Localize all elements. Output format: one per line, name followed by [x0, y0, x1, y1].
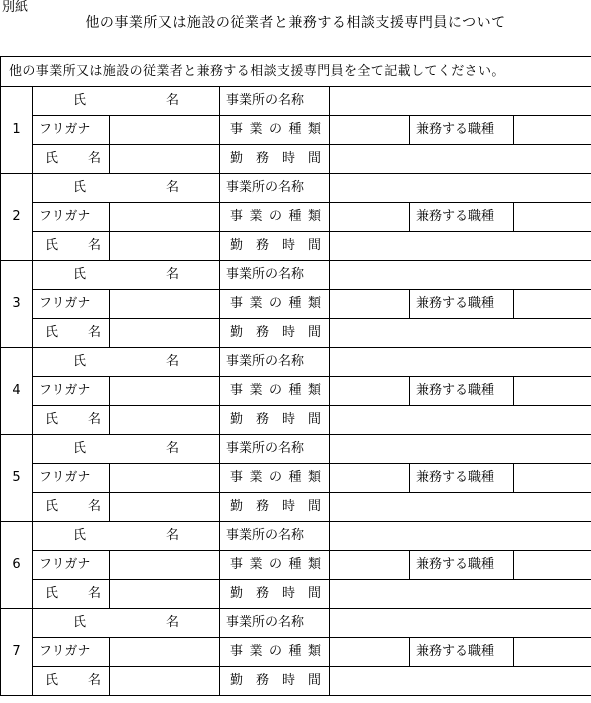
work-hours-char: 勤: [230, 325, 244, 340]
work-hours-char: 勤: [230, 412, 244, 427]
work-hours-char: 時: [281, 499, 295, 514]
name-label-a: 氏: [73, 93, 87, 108]
furigana-label: フリガナ: [33, 638, 110, 667]
work-hours-label: [220, 667, 330, 696]
name-label-a: 氏: [73, 615, 87, 630]
business-type-field[interactable]: [330, 551, 410, 580]
biz-type-char: の: [268, 644, 282, 659]
name-label-a: 氏: [45, 325, 59, 340]
entry-number: 4: [1, 348, 33, 435]
name-header: [33, 261, 220, 290]
fullname-field[interactable]: [110, 493, 220, 522]
concurrent-job-label: 兼務する職種: [410, 290, 514, 319]
concurrent-job-field[interactable]: [514, 116, 591, 145]
work-hours-char: 勤: [230, 238, 244, 253]
biz-type-char: の: [268, 122, 282, 137]
name-label-a: 氏: [45, 412, 59, 427]
entry-row-fullname: [1, 406, 591, 435]
entry-row-name: [1, 174, 591, 203]
name-header: [33, 87, 220, 116]
biz-type-char: 類: [307, 557, 321, 572]
biz-type-char: 事: [230, 557, 244, 572]
office-name-label: 事業所の名称: [220, 261, 330, 290]
biz-type-char: 類: [307, 209, 321, 224]
office-name-field[interactable]: [330, 522, 591, 551]
entry-number: 7: [1, 609, 33, 696]
furigana-label: フリガナ: [33, 290, 110, 319]
biz-type-char: 業: [249, 470, 263, 485]
concurrent-job-field[interactable]: [514, 203, 591, 232]
work-hours-char: 務: [255, 151, 269, 166]
work-hours-char: 時: [281, 412, 295, 427]
name-label-a: 氏: [45, 151, 59, 166]
biz-type-char: 事: [230, 644, 244, 659]
fullname-field[interactable]: [110, 319, 220, 348]
biz-type-char: の: [268, 470, 282, 485]
furigana-label: フリガナ: [33, 551, 110, 580]
name-label-b: 名: [165, 615, 179, 630]
work-hours-label: [220, 493, 330, 522]
work-hours-char: 勤: [230, 673, 244, 688]
entry-row-furigana: [1, 203, 591, 232]
work-hours-char: 間: [307, 325, 321, 340]
entry-row-furigana: [1, 290, 591, 319]
fullname-label: [33, 667, 110, 696]
name-label-a: 氏: [73, 528, 87, 543]
biz-type-char: 事: [230, 296, 244, 311]
appendix-label: 別紙: [2, 0, 29, 15]
entry-number: 6: [1, 522, 33, 609]
fullname-field[interactable]: [110, 580, 220, 609]
fullname-label: [33, 319, 110, 348]
biz-type-char: の: [268, 383, 282, 398]
furigana-label: フリガナ: [33, 377, 110, 406]
biz-type-char: 種: [288, 209, 302, 224]
name-label-b: 名: [165, 267, 179, 282]
business-type-label: [220, 638, 330, 667]
work-hours-char: 間: [307, 586, 321, 601]
name-label-a: 氏: [73, 441, 87, 456]
biz-type-char: 事: [230, 122, 244, 137]
entry-row-name: [1, 609, 591, 638]
business-type-label: [220, 551, 330, 580]
name-label-b: 名: [165, 180, 179, 195]
office-name-field[interactable]: [330, 435, 591, 464]
entry-number: 2: [1, 174, 33, 261]
biz-type-char: の: [268, 296, 282, 311]
work-hours-label: [220, 319, 330, 348]
fullname-label: [33, 145, 110, 174]
name-header: [33, 435, 220, 464]
name-label-a: 氏: [73, 354, 87, 369]
business-type-field[interactable]: [330, 638, 410, 667]
concurrent-job-field[interactable]: [514, 551, 591, 580]
concurrent-job-label: 兼務する職種: [410, 464, 514, 493]
entry-row-furigana: [1, 377, 591, 406]
work-hours-label: [220, 232, 330, 261]
name-label-a: 氏: [45, 499, 59, 514]
work-hours-char: 間: [307, 238, 321, 253]
entry-row-fullname: [1, 667, 591, 696]
business-type-label: [220, 203, 330, 232]
biz-type-char: 類: [307, 470, 321, 485]
furigana-field[interactable]: [110, 638, 220, 667]
name-label-b: 名: [87, 673, 101, 688]
name-label-b: 名: [165, 93, 179, 108]
entry-row-name: [1, 87, 591, 116]
name-label-b: 名: [87, 151, 101, 166]
work-hours-label: [220, 406, 330, 435]
biz-type-char: 業: [249, 557, 263, 572]
work-hours-char: 務: [255, 325, 269, 340]
office-name-field[interactable]: [330, 261, 591, 290]
work-hours-char: 務: [255, 238, 269, 253]
concurrent-job-label: 兼務する職種: [410, 377, 514, 406]
furigana-label: フリガナ: [33, 203, 110, 232]
office-name-label: 事業所の名称: [220, 174, 330, 203]
business-type-label: [220, 290, 330, 319]
office-name-label: 事業所の名称: [220, 435, 330, 464]
biz-type-char: 業: [249, 644, 263, 659]
entry-row-name: [1, 522, 591, 551]
concurrent-job-field[interactable]: [514, 638, 591, 667]
fullname-field[interactable]: [110, 232, 220, 261]
work-hours-char: 間: [307, 151, 321, 166]
entry-row-furigana: [1, 638, 591, 667]
work-hours-field[interactable]: [330, 406, 591, 435]
name-label-b: 名: [87, 325, 101, 340]
entry-row-fullname: [1, 493, 591, 522]
concurrent-job-label: 兼務する職種: [410, 116, 514, 145]
work-hours-char: 時: [281, 325, 295, 340]
biz-type-char: の: [268, 209, 282, 224]
furigana-field[interactable]: [110, 377, 220, 406]
entry-row-furigana: [1, 116, 591, 145]
concurrent-job-field[interactable]: [514, 464, 591, 493]
concurrent-job-field[interactable]: [514, 290, 591, 319]
work-hours-char: 務: [255, 499, 269, 514]
office-name-label: 事業所の名称: [220, 87, 330, 116]
name-label-b: 名: [87, 499, 101, 514]
work-hours-field[interactable]: [330, 145, 591, 174]
business-type-field[interactable]: [330, 377, 410, 406]
office-name-label: 事業所の名称: [220, 348, 330, 377]
work-hours-field[interactable]: [330, 319, 591, 348]
biz-type-char: 種: [288, 383, 302, 398]
entry-number: 5: [1, 435, 33, 522]
name-header: [33, 522, 220, 551]
furigana-field[interactable]: [110, 551, 220, 580]
work-hours-char: 時: [281, 673, 295, 688]
work-hours-char: 勤: [230, 499, 244, 514]
entry-row-furigana: [1, 551, 591, 580]
biz-type-char: 業: [249, 383, 263, 398]
work-hours-char: 勤: [230, 151, 244, 166]
business-type-label: [220, 116, 330, 145]
name-label-a: 氏: [73, 267, 87, 282]
name-label-b: 名: [87, 586, 101, 601]
name-label-a: 氏: [45, 238, 59, 253]
entry-row-fullname: [1, 580, 591, 609]
work-hours-char: 時: [281, 151, 295, 166]
name-label-a: 氏: [45, 586, 59, 601]
furigana-field[interactable]: [110, 203, 220, 232]
business-type-label: [220, 464, 330, 493]
name-label-b: 名: [165, 528, 179, 543]
entry-row-fullname: [1, 145, 591, 174]
entry-number: 3: [1, 261, 33, 348]
entry-row-fullname: [1, 232, 591, 261]
biz-type-char: 事: [230, 209, 244, 224]
furigana-field[interactable]: [110, 116, 220, 145]
work-hours-char: 間: [307, 412, 321, 427]
work-hours-char: 務: [255, 586, 269, 601]
work-hours-char: 務: [255, 412, 269, 427]
concurrent-job-label: 兼務する職種: [410, 638, 514, 667]
fullname-label: [33, 406, 110, 435]
biz-type-char: 種: [288, 296, 302, 311]
biz-type-char: 業: [249, 209, 263, 224]
fullname-label: [33, 232, 110, 261]
work-hours-char: 時: [281, 238, 295, 253]
entry-row-name: [1, 348, 591, 377]
office-name-label: 事業所の名称: [220, 522, 330, 551]
biz-type-char: 類: [307, 644, 321, 659]
biz-type-char: 業: [249, 296, 263, 311]
biz-type-char: 種: [288, 470, 302, 485]
name-header: [33, 174, 220, 203]
work-hours-char: 勤: [230, 586, 244, 601]
concurrent-job-label: 兼務する職種: [410, 551, 514, 580]
fullname-field[interactable]: [110, 667, 220, 696]
business-type-label: [220, 377, 330, 406]
work-hours-field[interactable]: [330, 232, 591, 261]
work-hours-field[interactable]: [330, 667, 591, 696]
office-name-field[interactable]: [330, 87, 591, 116]
name-label-b: 名: [165, 354, 179, 369]
document-title: 他の事業所又は施設の従業者と兼務する相談支援専門員について: [85, 15, 506, 31]
work-hours-char: 間: [307, 499, 321, 514]
concurrent-job-field[interactable]: [514, 377, 591, 406]
office-name-field[interactable]: [330, 174, 591, 203]
fullname-field[interactable]: [110, 145, 220, 174]
work-hours-char: 務: [255, 673, 269, 688]
furigana-label: フリガナ: [33, 116, 110, 145]
business-type-field[interactable]: [330, 464, 410, 493]
work-hours-label: [220, 580, 330, 609]
biz-type-char: 種: [288, 557, 302, 572]
business-type-field[interactable]: [330, 290, 410, 319]
biz-type-char: 類: [307, 122, 321, 137]
biz-type-char: 種: [288, 122, 302, 137]
name-header: [33, 348, 220, 377]
business-type-field[interactable]: [330, 116, 410, 145]
office-name-label: 事業所の名称: [220, 609, 330, 638]
work-hours-char: 時: [281, 586, 295, 601]
entry-row-furigana: [1, 464, 591, 493]
biz-type-char: 事: [230, 383, 244, 398]
work-hours-field[interactable]: [330, 580, 591, 609]
furigana-label: フリガナ: [33, 464, 110, 493]
fullname-field[interactable]: [110, 406, 220, 435]
biz-type-char: 業: [249, 122, 263, 137]
biz-type-char: 類: [307, 383, 321, 398]
instruction-text: 他の事業所又は施設の従業者と兼務する相談支援専門員を全て記載してください。: [1, 57, 591, 87]
name-label-b: 名: [87, 238, 101, 253]
fullname-label: [33, 580, 110, 609]
name-header: [33, 609, 220, 638]
name-label-a: 氏: [45, 673, 59, 688]
entry-row-fullname: [1, 319, 591, 348]
entry-number: 1: [1, 87, 33, 174]
fullname-label: [33, 493, 110, 522]
office-name-field[interactable]: [330, 609, 591, 638]
office-name-field[interactable]: [330, 348, 591, 377]
concurrent-job-label: 兼務する職種: [410, 203, 514, 232]
work-hours-field[interactable]: [330, 493, 591, 522]
biz-type-char: 類: [307, 296, 321, 311]
entry-row-name: [1, 261, 591, 290]
staff-form-table: [0, 56, 591, 696]
name-label-a: 氏: [73, 180, 87, 195]
biz-type-char: 事: [230, 470, 244, 485]
entry-row-name: [1, 435, 591, 464]
work-hours-char: 間: [307, 673, 321, 688]
name-label-b: 名: [87, 412, 101, 427]
work-hours-label: [220, 145, 330, 174]
business-type-field[interactable]: [330, 203, 410, 232]
biz-type-char: の: [268, 557, 282, 572]
biz-type-char: 種: [288, 644, 302, 659]
furigana-field[interactable]: [110, 464, 220, 493]
name-label-b: 名: [165, 441, 179, 456]
furigana-field[interactable]: [110, 290, 220, 319]
